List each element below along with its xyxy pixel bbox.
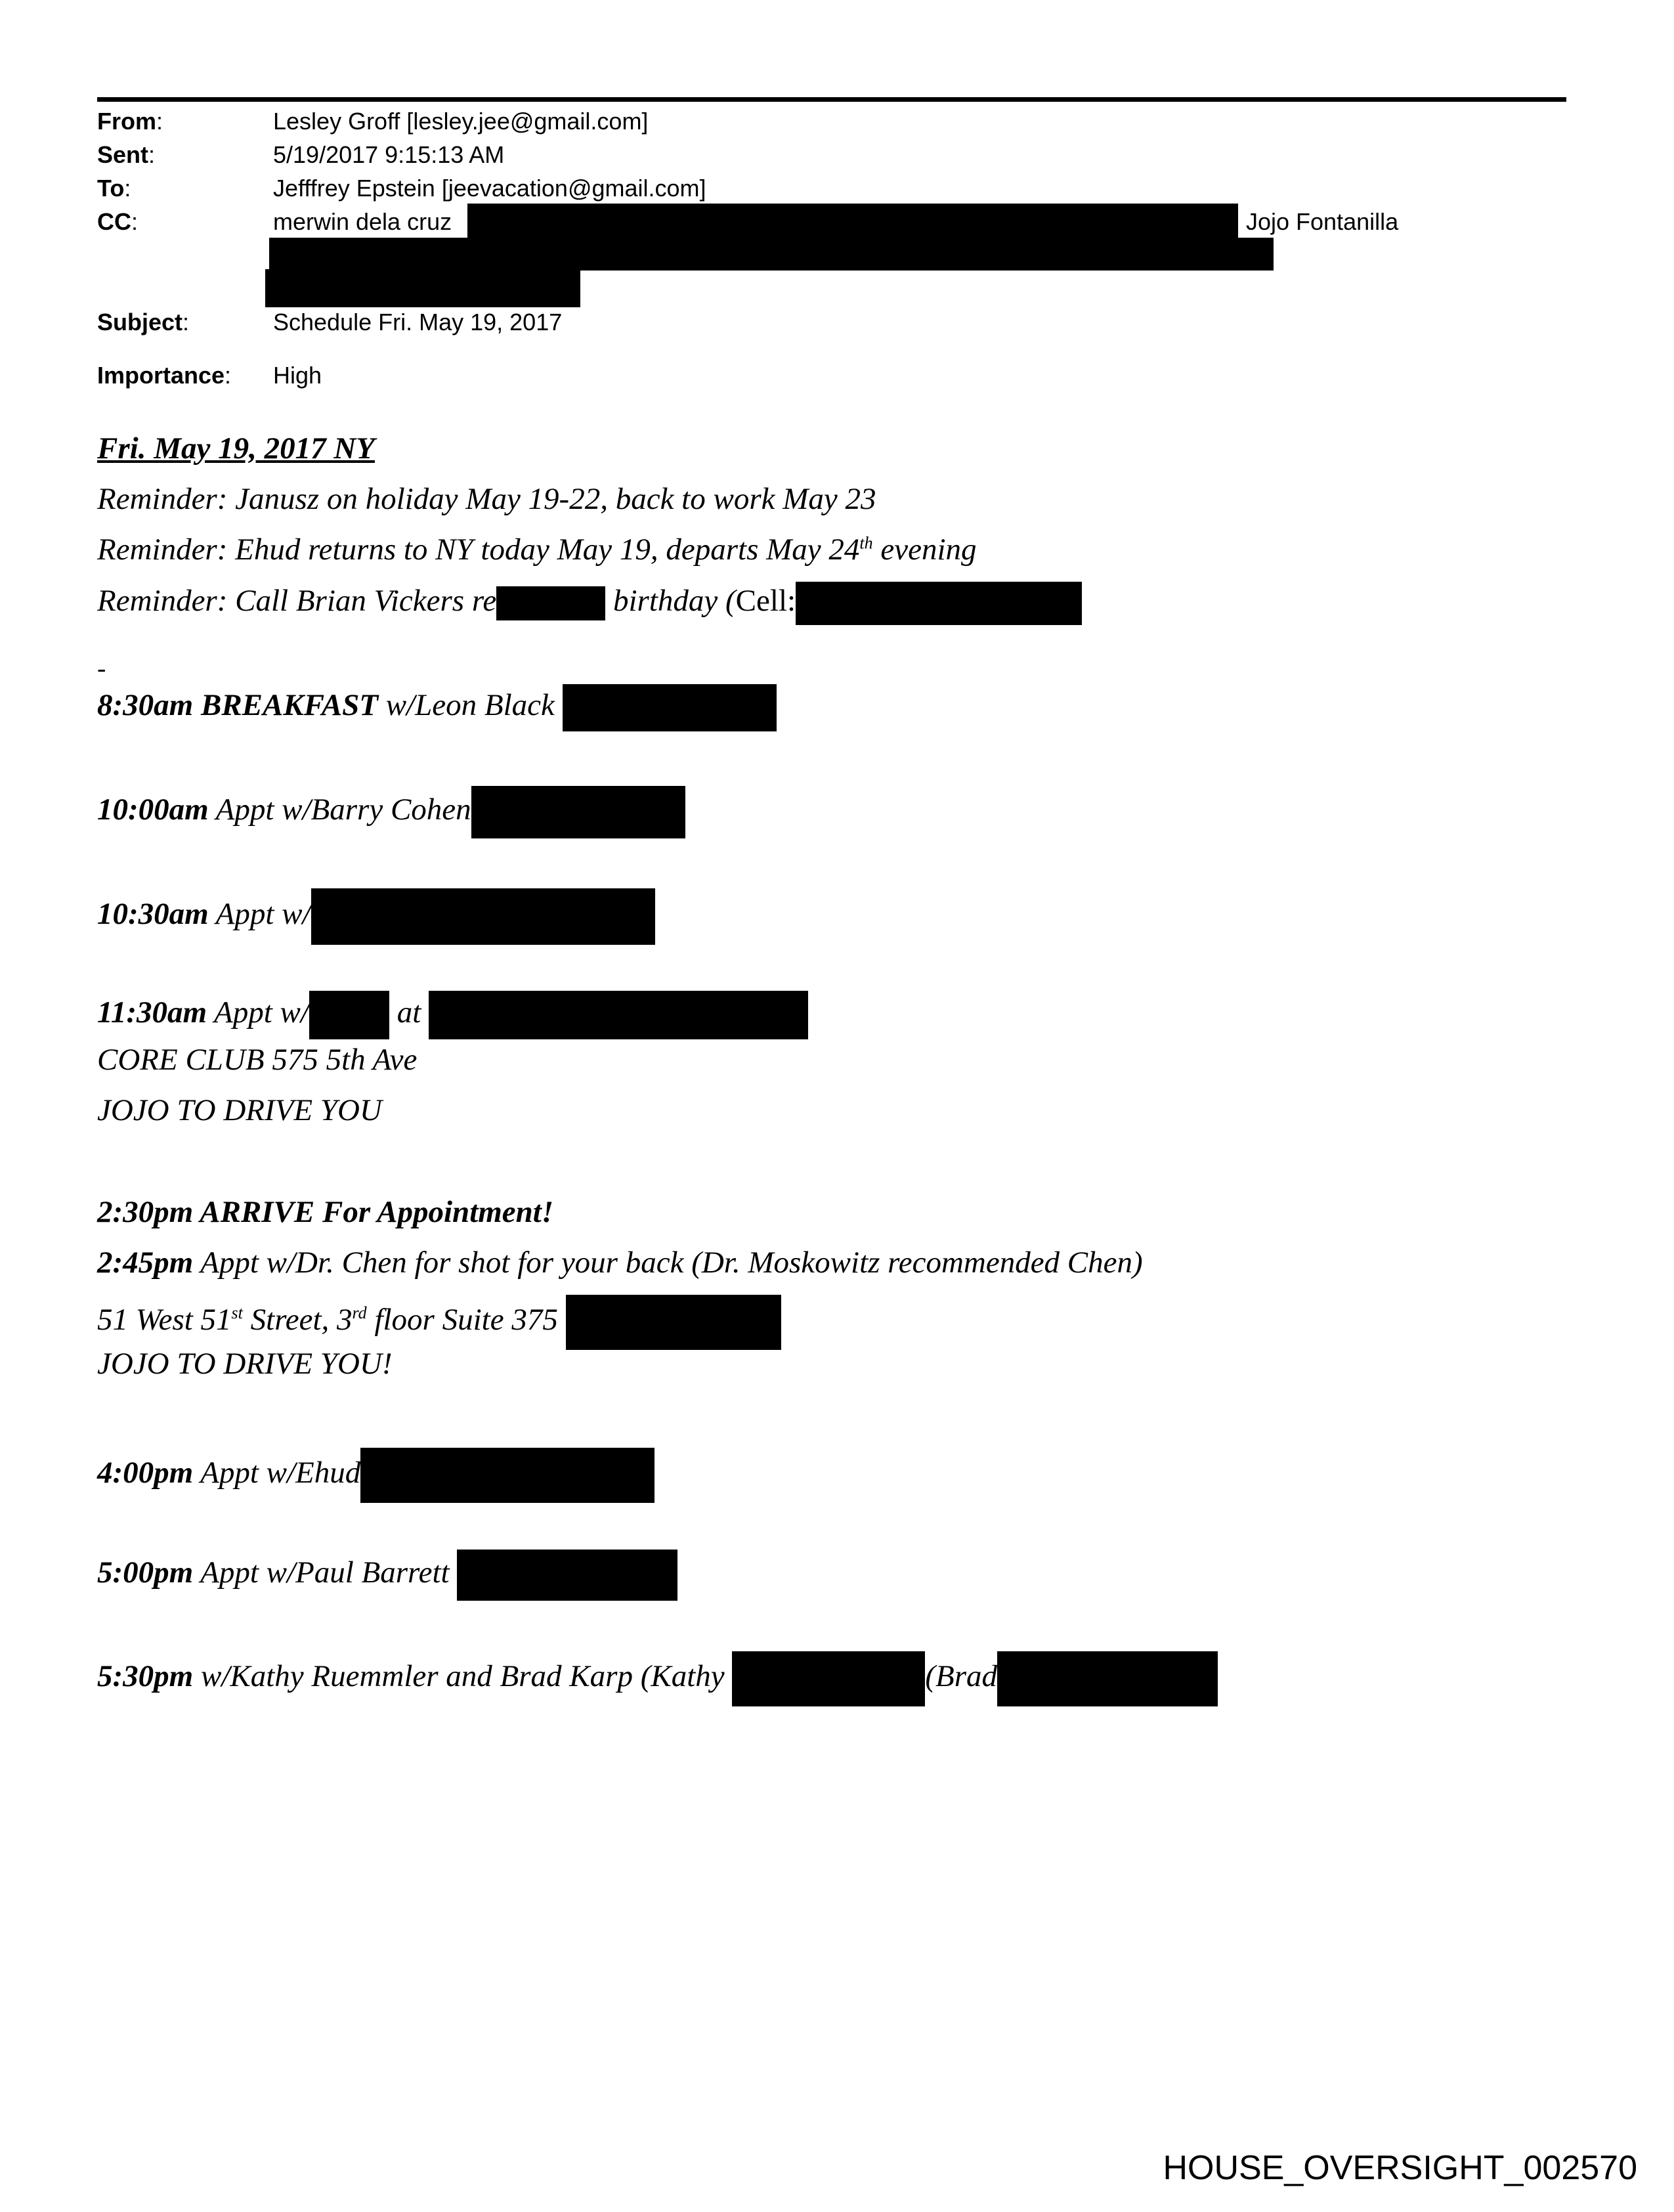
sent-value: 5/19/2017 9:15:13 AM xyxy=(273,141,505,168)
header-rule xyxy=(97,97,1566,102)
event-1130-appt: 11:30am Appt w/ at xyxy=(97,991,808,1039)
redaction xyxy=(732,1651,925,1706)
from-label: From: xyxy=(97,108,163,135)
subject-label: Subject: xyxy=(97,309,190,336)
event-1130-location: CORE CLUB 575 5th Ave xyxy=(97,1043,418,1077)
cc-redaction-3 xyxy=(265,269,580,307)
reminder-2: Reminder: Ehud returns to NY today May 19, departs May 24th evening xyxy=(97,532,977,567)
event-1030-appt: 10:30am Appt w/ xyxy=(97,888,655,945)
redaction xyxy=(997,1651,1218,1706)
redaction xyxy=(360,1448,655,1503)
subject-value: Schedule Fri. May 19, 2017 xyxy=(273,309,563,336)
importance-value: High xyxy=(273,362,322,389)
cc-redaction-2 xyxy=(269,238,1274,271)
redaction xyxy=(563,684,777,731)
sent-label: Sent: xyxy=(97,141,156,168)
redaction xyxy=(429,991,808,1039)
event-dr-chen-address: 51 West 51st Street, 3rd floor Suite 375 xyxy=(97,1295,781,1350)
cc-value-2: Jojo Fontanilla xyxy=(1246,208,1399,235)
redaction xyxy=(566,1295,781,1350)
from-value: Lesley Groff [lesley.jee@gmail.com] xyxy=(273,108,649,135)
event-dr-chen-driver: JOJO TO DRIVE YOU! xyxy=(97,1347,393,1381)
redaction xyxy=(471,786,685,838)
event-dr-chen: 2:45pm Appt w/Dr. Chen for shot for your back (Dr. Moskowitz recommended Chen) xyxy=(97,1246,1143,1280)
redaction xyxy=(309,991,389,1039)
event-breakfast: 8:30am BREAKFAST w/Leon Black xyxy=(97,684,777,731)
event-1130-driver: JOJO TO DRIVE YOU xyxy=(97,1093,382,1127)
schedule-date-heading: Fri. May 19, 2017 NY xyxy=(97,431,375,466)
importance-label: Importance: xyxy=(97,362,232,389)
event-ehud: 4:00pm Appt w/Ehud xyxy=(97,1448,655,1503)
separator-dash: - xyxy=(97,653,106,683)
to-label: To: xyxy=(97,175,131,202)
to-value: Jefffrey Epstein [jeevacation@gmail.com] xyxy=(273,175,706,202)
redaction xyxy=(311,888,655,945)
reminder-1: Reminder: Janusz on holiday May 19-22, back to work May 23 xyxy=(97,482,876,516)
cc-redaction-1 xyxy=(467,204,1238,239)
bates-number: HOUSE_OVERSIGHT_002570 xyxy=(1163,2149,1637,2187)
redaction xyxy=(496,586,605,620)
cc-value-1: merwin dela cruz xyxy=(273,208,452,235)
reminder-3: Reminder: Call Brian Vickers re birthday (Cell: xyxy=(97,582,1082,625)
event-paul-barrett: 5:00pm Appt w/Paul Barrett xyxy=(97,1550,677,1601)
event-barry-cohen: 10:00am Appt w/Barry Cohen xyxy=(97,786,685,838)
redaction xyxy=(457,1550,677,1601)
event-ruemmler-karp: 5:30pm w/Kathy Ruemmler and Brad Karp (Kathy (Brad xyxy=(97,1651,1218,1706)
event-arrive: 2:30pm ARRIVE For Appointment! xyxy=(97,1195,554,1229)
redaction xyxy=(796,582,1082,625)
cc-label: CC: xyxy=(97,208,139,235)
